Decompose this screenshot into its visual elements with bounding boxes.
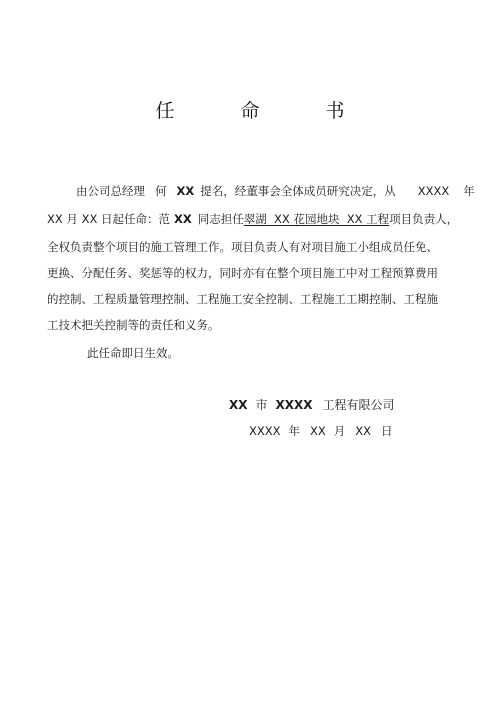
text-segment: 月 bbox=[333, 424, 346, 438]
signature-date bbox=[249, 424, 393, 438]
date-year: XXXX bbox=[249, 424, 281, 438]
text-segment: 项目负责人， bbox=[389, 212, 459, 226]
text-segment: 年 bbox=[463, 184, 475, 198]
city-prefix: XX bbox=[229, 398, 248, 412]
text-segment: 由公司总经理 bbox=[76, 184, 145, 198]
nominator-surname: 何 bbox=[155, 184, 167, 198]
start-date: XX 月 XX 日起任命：范 bbox=[47, 212, 170, 226]
company-suffix: 工程有限公司 bbox=[322, 398, 395, 412]
project-name: XX 工程 bbox=[346, 212, 390, 226]
body-line-1 bbox=[76, 184, 475, 198]
body-line-2 bbox=[47, 212, 458, 226]
document-title: 任 命 书 bbox=[155, 100, 375, 122]
body-line-5: 的控制、工程质量管理控制、工程施工安全控制、工程施工工期控制、工程施 bbox=[47, 292, 438, 306]
text-segment: 市 bbox=[255, 398, 268, 412]
date-day: XX bbox=[355, 424, 372, 438]
text-segment: 同志担任 bbox=[197, 212, 244, 226]
company-signature bbox=[229, 398, 395, 412]
effective-statement: 此任命即日生效。 bbox=[87, 346, 179, 360]
text-segment: 提名，经董事会全体成员研究决定，从 bbox=[200, 184, 396, 198]
project-location: 翠湖 bbox=[243, 212, 267, 226]
body-line-3: 全权负责整个项目的施工管理工作。项目负责人有对项目施工小组成员任免、 bbox=[47, 240, 438, 254]
start-year: XXXX bbox=[417, 184, 450, 198]
appointee-name: XX bbox=[173, 212, 192, 226]
company-prefix: XXXX bbox=[275, 398, 313, 412]
nominator-name: XX bbox=[176, 184, 195, 198]
body-line-6: 工技术把关控制等的责任和义务。 bbox=[47, 318, 220, 332]
date-month: XX bbox=[310, 424, 326, 438]
body-line-4: 更换、分配任务、奖惩等的权力，同时亦有在整个项目施工中对工程预算费用 bbox=[47, 266, 438, 280]
text-segment: 年 bbox=[288, 424, 301, 438]
text-segment: 日 bbox=[381, 424, 393, 438]
project-plot: XX 花园地块 bbox=[274, 212, 340, 226]
